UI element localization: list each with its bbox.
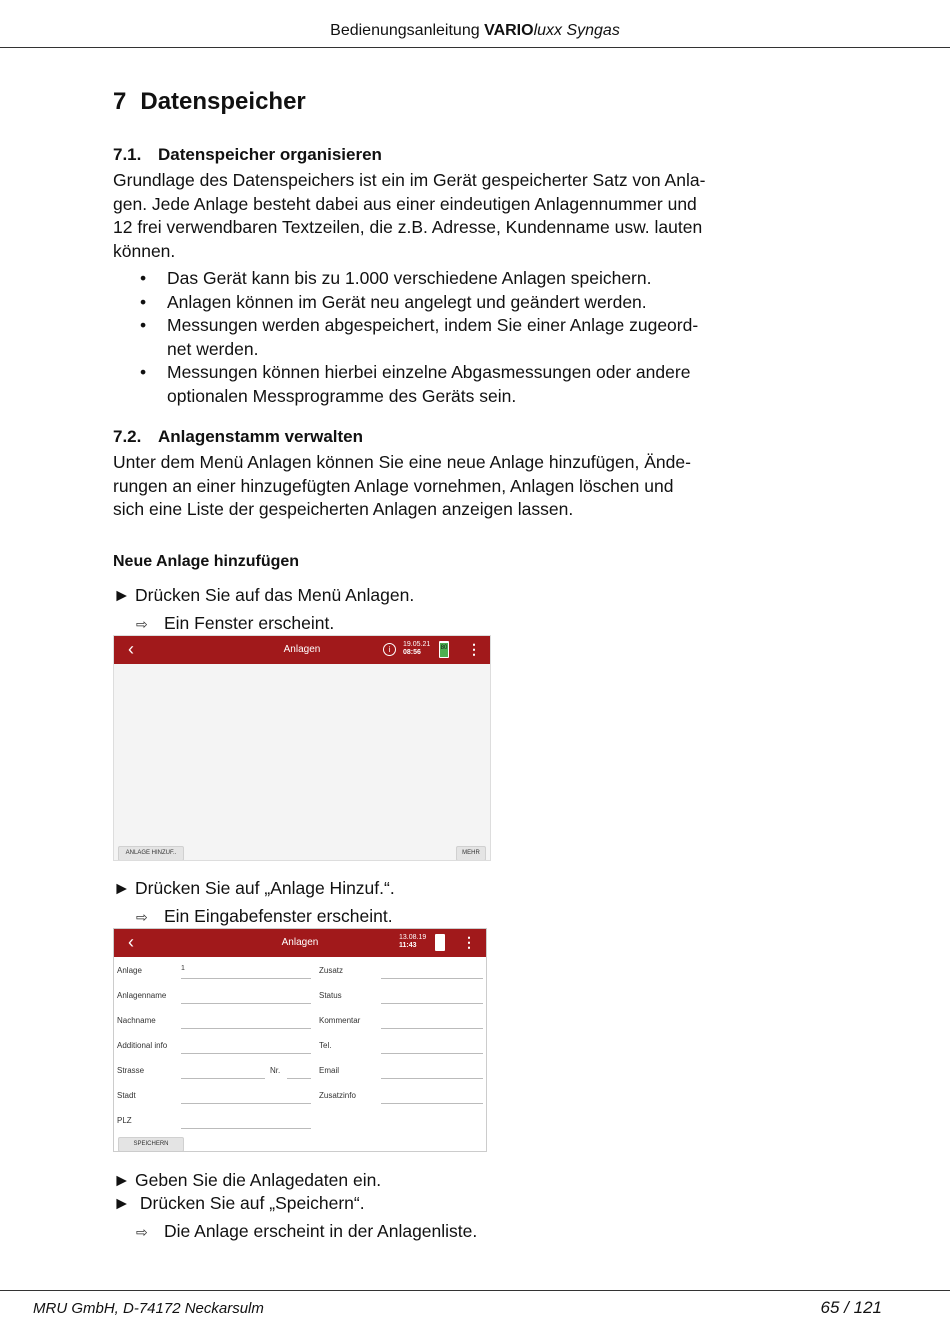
- screen-title: Anlagen: [281, 937, 319, 948]
- field-plz[interactable]: PLZ: [114, 1107, 484, 1132]
- step-3: ► Geben Sie die Anlagedaten ein.: [113, 1170, 382, 1190]
- field-zusatz[interactable]: Zusatz: [316, 957, 486, 982]
- battery-icon: 80: [439, 641, 449, 658]
- overflow-menu-icon[interactable]: ⋮: [467, 641, 481, 657]
- header-model: luxx Syngas: [533, 22, 620, 39]
- more-button[interactable]: MEHR: [456, 846, 486, 861]
- datetime: 19.05.21 08:56: [403, 641, 431, 656]
- battery-icon: [435, 934, 445, 951]
- info-icon[interactable]: i: [383, 643, 396, 656]
- anlage-form: [114, 957, 486, 1151]
- list-item: • Messungen können hierbei einzelne Abgasmessungen oder andere optionalen Messprogramme des Geräts sein.: [140, 361, 720, 408]
- chapter-title: 7 Datenspeicher: [113, 88, 306, 115]
- section-7-1-text: Grundlage des Datenspeichers ist ein im Gerät gespeicherter Satz von Anla- gen. Jede Anlage besteht dabei aus einer eindeutigen Anlagennummer und 12 frei verwendbaren Textzeilen, die z.B. Adresse, Kundenname usw. lauten können.: [113, 170, 706, 261]
- field-kommentar[interactable]: Kommentar: [316, 1007, 486, 1032]
- anlage-value: 1: [181, 965, 185, 972]
- app-bar: [114, 636, 490, 664]
- subsection-title: Neue Anlage hinzufügen: [113, 553, 300, 570]
- footer-rule: [0, 1290, 950, 1291]
- header-brand: VARIO: [484, 22, 534, 39]
- field-anlagenname[interactable]: Anlagenname: [114, 982, 484, 1007]
- section-7-2-text: Unter dem Menü Anlagen können Sie eine neue Anlage hinzufügen, Ände- rungen an einer hinzugefügten Anlage vornehmen, Anlagen löschen und sich eine Liste der gespeicherten Anlagen anzeigen lassen.: [113, 452, 691, 519]
- list-item: • Anlagen können im Gerät neu angelegt und geändert werden.: [140, 291, 720, 315]
- running-header: [0, 22, 950, 40]
- result-3: ⇨ Die Anlage erscheint in der Anlagenliste.: [136, 1221, 478, 1241]
- back-arrow-icon[interactable]: ‹: [128, 932, 134, 952]
- field-anlage[interactable]: Anlage 1: [114, 957, 484, 982]
- field-strasse[interactable]: Strasse Nr.: [114, 1057, 484, 1082]
- field-nachname[interactable]: Nachname: [114, 1007, 484, 1032]
- field-status[interactable]: Status: [316, 982, 486, 1007]
- field-stadt[interactable]: Stadt: [114, 1082, 484, 1107]
- add-anlage-button[interactable]: ANLAGE HINZUF..: [118, 846, 184, 861]
- screenshot-anlagen-list: [113, 635, 491, 861]
- field-email[interactable]: Email: [316, 1057, 486, 1082]
- result-1: ⇨ Ein Fenster erscheint.: [136, 613, 335, 633]
- result-2: ⇨ Ein Eingabefenster erscheint.: [136, 906, 393, 926]
- overflow-menu-icon[interactable]: ⋮: [462, 934, 476, 950]
- list-item: • Messungen werden abgespeichert, indem Sie einer Anlage zugeord- net werden.: [140, 314, 720, 361]
- header-rule: [0, 47, 950, 48]
- screenshot-anlage-form: [113, 928, 487, 1152]
- feature-list: [140, 267, 720, 408]
- screen-title: Anlagen: [283, 644, 321, 655]
- field-additional-info[interactable]: Additional info: [114, 1032, 484, 1057]
- step-1: ► Drücken Sie auf das Menü Anlagen.: [113, 585, 415, 605]
- header-prefix: Bedienungsanleitung: [330, 22, 480, 39]
- datetime: 13.08.19 11:43: [399, 934, 427, 949]
- field-tel[interactable]: Tel.: [316, 1032, 486, 1057]
- app-bar: [114, 929, 486, 957]
- footer-company: MRU GmbH, D-74172 Neckarsulm: [33, 1300, 264, 1317]
- section-7-1-title: 7.1. Datenspeicher organisieren: [113, 145, 382, 164]
- nr-label: Nr.: [270, 1066, 281, 1075]
- focus-underline: [114, 1151, 302, 1152]
- step-4: ► Drücken Sie auf „Speichern“.: [113, 1193, 365, 1213]
- step-2: ► Drücken Sie auf „Anlage Hinzuf.“.: [113, 878, 395, 898]
- back-arrow-icon[interactable]: ‹: [128, 639, 134, 659]
- save-button[interactable]: SPEICHERN: [118, 1137, 184, 1152]
- list-item: • Das Gerät kann bis zu 1.000 verschiedene Anlagen speichern.: [140, 267, 720, 291]
- section-7-2-title: 7.2. Anlagenstamm verwalten: [113, 427, 364, 446]
- field-zusatzinfo[interactable]: Zusatzinfo: [316, 1082, 486, 1107]
- page-number: 65 / 121: [820, 1298, 882, 1317]
